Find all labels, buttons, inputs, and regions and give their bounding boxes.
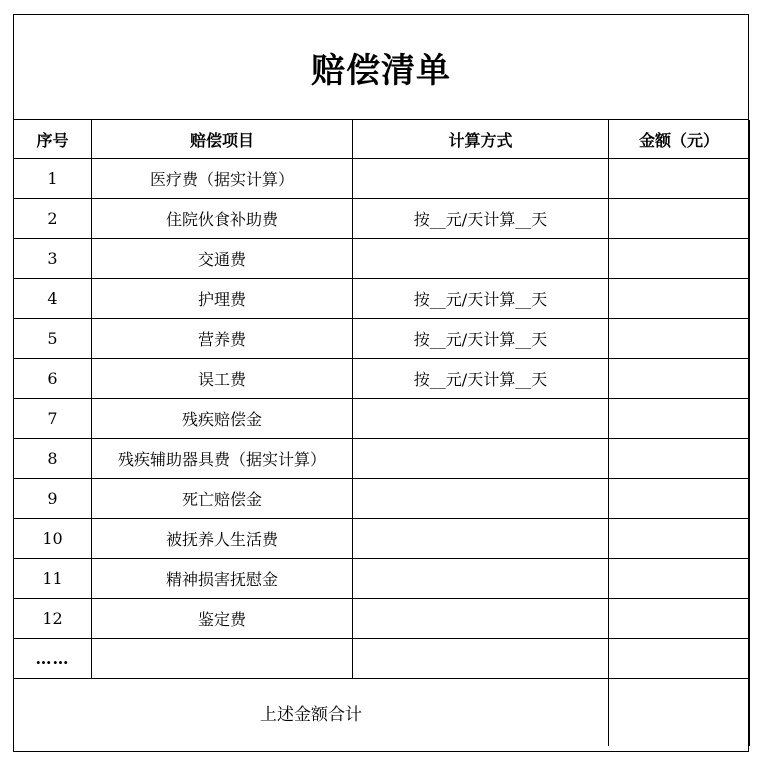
row-amount xyxy=(609,359,750,399)
row-item: 医疗费（据实计算） xyxy=(92,159,353,199)
row-no: 6 xyxy=(14,359,92,399)
table-row xyxy=(14,559,750,599)
row-no: 2 xyxy=(14,199,92,239)
row-no: 5 xyxy=(14,319,92,359)
total-amount xyxy=(609,679,750,747)
row-item: 残疾赔偿金 xyxy=(92,399,353,439)
row-no: 1 xyxy=(14,159,92,199)
table-row xyxy=(14,599,750,639)
compensation-table xyxy=(13,120,750,746)
table-row xyxy=(14,479,750,519)
table-row xyxy=(14,519,750,559)
table-row xyxy=(14,279,750,319)
row-method xyxy=(353,639,609,679)
row-method: 按__元/天计算__天 xyxy=(353,199,609,239)
row-no: 11 xyxy=(14,559,92,599)
table-row xyxy=(14,639,750,679)
row-method: 按__元/天计算__天 xyxy=(353,319,609,359)
document-title: 赔偿清单 xyxy=(14,15,748,120)
table-row xyxy=(14,159,750,199)
header-amount: 金额（元） xyxy=(609,120,750,159)
row-method xyxy=(353,399,609,439)
row-amount xyxy=(609,199,750,239)
compensation-list-sheet xyxy=(13,14,749,752)
row-method: 按__元/天计算__天 xyxy=(353,359,609,399)
row-item: 被抚养人生活费 xyxy=(92,519,353,559)
row-method xyxy=(353,439,609,479)
row-item: 精神损害抚慰金 xyxy=(92,559,353,599)
row-item: 死亡赔偿金 xyxy=(92,479,353,519)
header-method: 计算方式 xyxy=(353,120,609,159)
row-item: 残疾辅助器具费（据实计算） xyxy=(92,439,353,479)
row-amount xyxy=(609,239,750,279)
row-no: 7 xyxy=(14,399,92,439)
row-no: 9 xyxy=(14,479,92,519)
table-row xyxy=(14,439,750,479)
header-no: 序号 xyxy=(14,120,92,159)
row-amount xyxy=(609,439,750,479)
row-amount xyxy=(609,639,750,679)
row-method xyxy=(353,479,609,519)
table-row xyxy=(14,319,750,359)
row-no: 8 xyxy=(14,439,92,479)
row-method: 按__元/天计算__天 xyxy=(353,279,609,319)
header-item: 赔偿项目 xyxy=(92,120,353,159)
row-item: 住院伙食补助费 xyxy=(92,199,353,239)
row-amount xyxy=(609,399,750,439)
row-item: 鉴定费 xyxy=(92,599,353,639)
row-amount xyxy=(609,559,750,599)
row-no: …… xyxy=(14,639,92,679)
row-method xyxy=(353,239,609,279)
row-amount xyxy=(609,519,750,559)
row-method xyxy=(353,599,609,639)
table-row xyxy=(14,239,750,279)
row-amount xyxy=(609,599,750,639)
total-row xyxy=(14,679,750,747)
row-item: 营养费 xyxy=(92,319,353,359)
table-row xyxy=(14,359,750,399)
row-no: 3 xyxy=(14,239,92,279)
table-row xyxy=(14,399,750,439)
row-item: 误工费 xyxy=(92,359,353,399)
total-label: 上述金额合计 xyxy=(14,679,609,747)
row-amount xyxy=(609,319,750,359)
row-no: 10 xyxy=(14,519,92,559)
row-item: 护理费 xyxy=(92,279,353,319)
row-method xyxy=(353,159,609,199)
row-method xyxy=(353,519,609,559)
row-amount xyxy=(609,159,750,199)
row-amount xyxy=(609,479,750,519)
row-item xyxy=(92,639,353,679)
row-no: 12 xyxy=(14,599,92,639)
row-item: 交通费 xyxy=(92,239,353,279)
row-method xyxy=(353,559,609,599)
row-amount xyxy=(609,279,750,319)
row-no: 4 xyxy=(14,279,92,319)
table-header-row xyxy=(14,120,750,159)
table-row xyxy=(14,199,750,239)
